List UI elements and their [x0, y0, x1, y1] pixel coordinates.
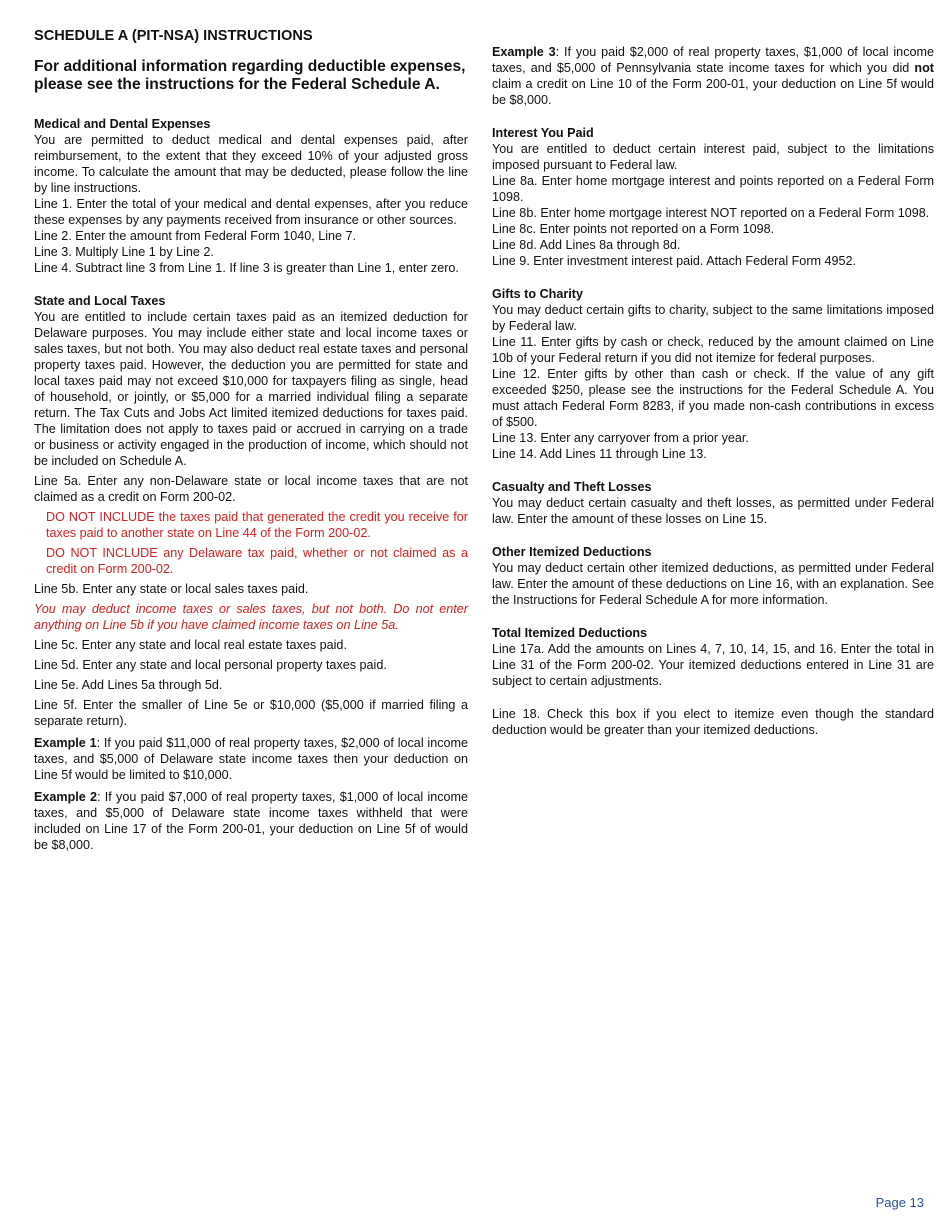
example-3-label: Example 3: [492, 45, 556, 59]
interest-intro: You are entitled to deduct certain interest paid, subject to the limitations imposed pursuant to Federal law.: [492, 142, 934, 172]
interest-line8c: Line 8c. Enter points not reported on a Form 1098.: [492, 222, 775, 236]
example-1: [34, 735, 468, 783]
example-2-text: : If you paid $7,000 of real property taxes, $1,000 of local income taxes, and $5,000 of Delaware state income taxes withheld that were included on Line 17 of the Form 200-01, your deduction on Line 5f of would be $8,000.: [34, 790, 468, 852]
state-line5a: Line 5a. Enter any non-Delaware state or local income taxes that are not claimed as a credit on Form 200-02.: [34, 474, 468, 504]
state-line5c: Line 5c. Enter any state and local real estate taxes paid.: [34, 638, 347, 652]
state-line5e: Line 5e. Add Lines 5a through 5d.: [34, 678, 223, 692]
interest-line8b: Line 8b. Enter home mortgage interest NOT reported on a Federal Form 1098.: [492, 206, 930, 220]
example-3-text-a: : If you paid $2,000 of real property taxes, $1,000 of local income taxes, and $5,000 of Pennsylvania state income taxes for which you did: [492, 45, 934, 75]
medical-heading: Medical and Dental Expenses: [34, 117, 211, 131]
state-warning-either: You may deduct income taxes or sales taxes, but not both. Do not enter anything on Line 5b if you have claimed income taxes on Line 5a.: [34, 602, 468, 632]
example-3-bold: not: [914, 61, 934, 75]
right-column: [492, 44, 934, 738]
state-heading: State and Local Taxes: [34, 294, 166, 308]
example-1-text: : If you paid $11,000 of real property taxes, $2,000 of local income taxes, and $5,000 of Delaware state income taxes then your deduction on Line 5f would be limited to $10,000.: [34, 736, 468, 782]
interest-line8a: Line 8a. Enter home mortgage interest and points reported on a Federal Form 1098.: [492, 174, 934, 204]
state-warning-credit: DO NOT INCLUDE the taxes paid that generated the credit you receive for taxes paid to another state on Line 44 of the Form 200-02.: [46, 510, 468, 540]
interest-line8d: Line 8d. Add Lines 8a through 8d.: [492, 238, 681, 252]
gifts-line11: Line 11. Enter gifts by cash or check, reduced by the amount claimed on Line 10b of your Federal return if you did not itemize for federal purposes.: [492, 335, 934, 365]
total-line17a: Line 17a. Add the amounts on Lines 4, 7, 10, 14, 15, and 16. Enter the total in Line 31 of the Form 200-02. Your itemized deductions entered in Line 31 are subject to certain adjustments.: [492, 642, 934, 688]
gifts-intro: You may deduct certain gifts to charity, subject to the same limitations imposed by Federal law.: [492, 303, 934, 333]
medical-line1: Line 1. Enter the total of your medical and dental expenses, after you reduce these expenses by any payments received from insurance or other sources.: [34, 197, 468, 227]
casualty-text: You may deduct certain casualty and theft losses, as permitted under Federal law. Enter the amount of these losses on Line 15.: [492, 496, 934, 526]
medical-intro: You are permitted to deduct medical and dental expenses paid, after reimbursement, to the extent that they exceed 10% of your adjusted gross income. To calculate the amount that may be deducted, please follow the line by line instructions.: [34, 133, 468, 195]
gifts-line14: Line 14. Add Lines 11 through Line 13.: [492, 447, 707, 461]
gifts-line12: Line 12. Enter gifts by other than cash or check. If the value of any gift exceeded $250, please see the instructions for the Federal Schedule A. You must attach Federal Form 8283, if you made non-cash contributions in excess of $500.: [492, 367, 934, 429]
gifts-heading: Gifts to Charity: [492, 287, 583, 301]
medical-line3: Line 3. Multiply Line 1 by Line 2.: [34, 245, 214, 259]
state-intro: You are entitled to include certain taxes paid as an itemized deduction for Delaware purposes. You may include either state and local income taxes or sales taxes, but not both. You may also deduct real estate taxes and personal property taxes paid. However, the deduction you are permitted for state and local taxes paid may not exceed $10,000 for taxpayers filing as single, head of household, or jointly, or $5,000 for a married individual filing a separate return. The Tax Cuts and Jobs Act limited itemized deductions for taxes paid. The limitation does not apply to taxes paid or accrued in carrying on a trade or business or activity engaged in the production of income, which should not be included on Schedule A.: [34, 310, 468, 468]
other-heading: Other Itemized Deductions: [492, 545, 652, 559]
example-1-label: Example 1: [34, 736, 97, 750]
other-text: You may deduct certain other itemized deductions, as permitted under Federal law. Enter the amount of these deductions on Line 16, with an explanation. See the Instructions for Federal Schedule A for more information.: [492, 561, 934, 607]
medical-line4: Line 4. Subtract line 3 from Line 1. If line 3 is greater than Line 1, enter zero.: [34, 261, 459, 275]
page-number: Page 13: [875, 1195, 924, 1210]
medical-line2: Line 2. Enter the amount from Federal Form 1040, Line 7.: [34, 229, 357, 243]
state-line5f: Line 5f. Enter the smaller of Line 5e or $10,000 ($5,000 if married filing a separate return).: [34, 698, 468, 728]
left-column: [34, 28, 468, 853]
interest-heading: Interest You Paid: [492, 126, 594, 140]
total-line18: Line 18. Check this box if you elect to itemize even though the standard deduction would be greater than your itemized deductions.: [492, 707, 934, 737]
example-3: [492, 44, 934, 108]
state-warning-delaware: DO NOT INCLUDE any Delaware tax paid, whether or not claimed as a credit on Form 200-02.: [46, 546, 468, 576]
page-title: SCHEDULE A (PIT-NSA) INSTRUCTIONS: [34, 28, 313, 44]
example-3-text-b: claim a credit on Line 10 of the Form 200-01, your deduction on Line 5f would be $8,000.: [492, 77, 934, 107]
total-heading: Total Itemized Deductions: [492, 626, 648, 640]
page-subtitle: For additional information regarding deductible expenses, please see the instructions for the Federal Schedule A.: [34, 58, 466, 93]
state-line5b: Line 5b. Enter any state or local sales taxes paid.: [34, 582, 309, 596]
example-2-label: Example 2: [34, 790, 98, 804]
state-line5d: Line 5d. Enter any state and local personal property taxes paid.: [34, 658, 387, 672]
interest-line9: Line 9. Enter investment interest paid. Attach Federal Form 4952.: [492, 254, 857, 268]
casualty-heading: Casualty and Theft Losses: [492, 480, 652, 494]
example-2: [34, 789, 468, 853]
gifts-line13: Line 13. Enter any carryover from a prior year.: [492, 431, 749, 445]
